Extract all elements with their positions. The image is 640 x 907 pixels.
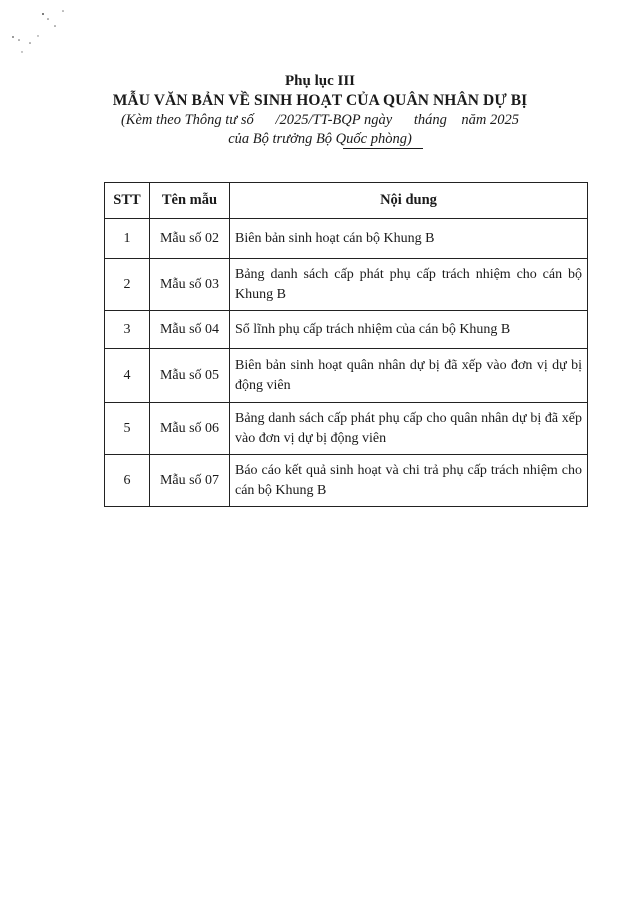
row-stt: 1 [105,219,150,259]
header-content: Nội dung [230,183,588,219]
table-row [105,455,588,507]
document-subtitle-line1: (Kèm theo Thông tư số /2025/TT-BQP ngày tháng năm 2025 [120,112,520,128]
scan-specks [0,0,80,60]
row-name: Mẫu số 07 [150,455,230,507]
table-row [105,219,588,259]
row-name: Mẫu số 06 [150,403,230,455]
row-stt: 2 [105,259,150,311]
table-row [105,349,588,403]
row-name: Mẫu số 05 [150,349,230,403]
row-stt: 4 [105,349,150,403]
row-content: Bảng danh sách cấp phát phụ cấp trách nhiệm cho cán bộ Khung B [230,259,588,311]
row-content: Báo cáo kết quả sinh hoạt và chi trả phụ cấp trách nhiệm cho cán bộ Khung B [230,455,588,507]
row-content: Bảng danh sách cấp phát phụ cấp cho quân nhân dự bị đã xếp vào đơn vị dự bị động viên [230,403,588,455]
table-row [105,403,588,455]
row-content: Sổ lĩnh phụ cấp trách nhiệm của cán bộ Khung B [230,311,588,349]
row-content: Biên bản sinh hoạt cán bộ Khung B [230,219,588,259]
document-title: MẪU VĂN BẢN VỀ SINH HOẠT CỦA QUÂN NHÂN DỰ BỊ [112,92,528,109]
row-stt: 3 [105,311,150,349]
document-header [0,72,640,149]
header-name: Tên mẫu [150,183,230,219]
row-name: Mẫu số 04 [150,311,230,349]
forms-table [104,182,588,507]
row-stt: 5 [105,403,150,455]
row-name: Mẫu số 02 [150,219,230,259]
table-header-row [105,183,588,219]
row-stt: 6 [105,455,150,507]
document-subtitle-line2: của Bộ trưởng Bộ Quốc phòng) [228,131,412,147]
row-content: Biên bản sinh hoạt quân nhân dự bị đã xếp vào đơn vị dự bị động viên [230,349,588,403]
table-row [105,259,588,311]
subtitle-underline [343,148,423,149]
header-stt: STT [105,183,150,219]
row-name: Mẫu số 03 [150,259,230,311]
appendix-label: Phụ lục III [284,73,356,89]
table-row [105,311,588,349]
